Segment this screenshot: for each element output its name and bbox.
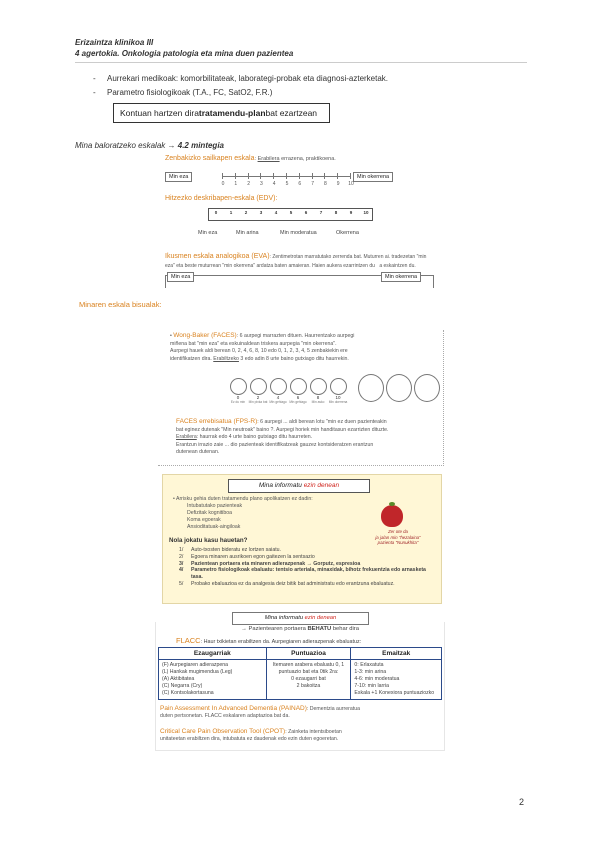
fps-face-icon: [386, 374, 412, 402]
desc-pre: :: [254, 156, 258, 162]
inform-title-pre: Mina informatu: [258, 482, 304, 489]
flacc-header-score: Puntuazioa: [266, 648, 351, 660]
flacc-cell-line: (A) Aktibitatea: [162, 676, 195, 682]
fps-desc-3: : haurrak edo 4 urte baino gutxiago ditu haurreten.: [196, 434, 313, 440]
chapter-title: 4 agertokia. Onkologia patologia eta mina duen pazientea: [75, 49, 294, 58]
verbal-tick-label: 2: [244, 210, 248, 215]
inform-step: [179, 547, 429, 554]
face-icon: [330, 378, 347, 395]
numeric-tick: [273, 173, 274, 179]
verbal-scale-bar: [208, 208, 373, 221]
inform-step-number: 5/: [179, 580, 184, 587]
verbal-tick-label: 8: [334, 210, 338, 215]
verbal-tick-label: 4: [274, 210, 278, 215]
inform-step-text: Probako ebaluazioa ez da analgesia deiz bitik bat administratu edo erantzuna ebaluatuz.: [191, 580, 395, 587]
pain-scales-heading: [75, 141, 224, 150]
inform-step-text: Egoera minaren ausrikoen egon gaitezen la sentsazio: [191, 553, 315, 560]
numeric-tick-label: 7: [311, 181, 314, 187]
flacc-cell-line: (C) Kontsolakortasuna: [162, 690, 214, 696]
painad-text: [160, 705, 442, 720]
arrow-icon: →: [167, 141, 176, 150]
flacc-header-results: Emaitzak: [351, 648, 442, 660]
wong-baker-title: Wong-Baker (FACES): [173, 332, 237, 339]
flacc-cell-line: 2 bakoitza: [296, 683, 321, 689]
face-icon: [230, 378, 247, 395]
numeric-tick: [299, 173, 300, 179]
flacc-cell-line: 0: Erlaxatuta: [354, 662, 384, 668]
numeric-tick: [350, 173, 351, 179]
numeric-scale-ticks: [221, 173, 354, 193]
numeric-tick-label: 8: [324, 181, 327, 187]
numeric-scale-title-row: [165, 155, 336, 162]
verbal-scale-label: Min arina: [236, 230, 259, 236]
cpot-desc-2: unitateetan erabiltzen dira, intubatuta ez daudenak edo ezin duten egoeretan.: [160, 736, 339, 742]
wong-baker-faces: [230, 378, 350, 413]
fps-desc-5: dutenean dutenan.: [176, 449, 220, 455]
numeric-tick: [337, 173, 338, 179]
bullet-item-1: - Aurrekari medikoak: komorbilitateak, laborategi-probak eta diagnosi-azterketak.: [93, 74, 389, 83]
cpot-desc-1: : Zainketa intentsiboetan: [285, 729, 342, 735]
fps-face-icon: [358, 374, 384, 402]
face-number: 10: [335, 395, 341, 400]
inform-panel: [162, 474, 442, 604]
bullet-text: Parametro fisiologikoak (T.A., FC, SatO2, F.R.): [107, 88, 273, 97]
face-caption: Min okerrena: [328, 400, 348, 404]
numeric-tick: [222, 173, 223, 179]
inform-step: [179, 581, 429, 588]
flacc-results-cell: [351, 660, 442, 700]
flacc-panel: [155, 622, 445, 751]
fps-desc-link: Erabilera: [176, 434, 197, 440]
verbal-scale-label: Min moderatua: [280, 230, 317, 236]
fps-desc-2: bat eginez dutenak "Min neutroak" baino ?. Aurpegi horiek min handitasun ezarrizten dituzte.: [176, 426, 389, 433]
flacc-cell-line: 0 ezaugarri bat: [291, 676, 326, 682]
cpot-text: [160, 728, 442, 743]
face-caption: Min asko: [311, 400, 325, 404]
inform-step: [179, 567, 429, 581]
wb-desc-link: Erabiltzeko: [213, 355, 239, 362]
box-text-bold: tratamendu-plan: [198, 108, 266, 118]
numeric-left-label: Min eza: [165, 172, 192, 182]
verbal-tick-label: 5: [289, 210, 293, 215]
wong-baker-text: • Wong-Baker (FACES): 6 aurpegi marrazten dituen. Haurrentzako aurpegi miñena bat "min eza" eta eskuinaldean triskera aurpegia "min okerrena". Aurpegi hauek aldi berean 0, 2, 4, 6, 8, 10 edo 0, 1, 2, 3, 4, 5 zenbakiekin ere identifikatzen dira. Erabiltzeko 3 edo adin 8 urte baino gutxiago ditu haurrekin.: [170, 332, 355, 362]
wb-desc-1: : 6 aurpegi marrazten dituen. Haurrentzako aurpegi: [236, 333, 355, 339]
painad-desc-2: duten pertsonetan. FLACC eskalaren adaptazioa bat da.: [160, 713, 290, 719]
analog-desc: : Zentimetrotan marratutako zerrenda bat. Muturren ai. tradezetan "min eza" eta beste muturrean "min okerrena" ardatza baten amaieran. Haien aukera ezarrintzen du: [165, 254, 427, 269]
flacc-name: FLACC: [176, 636, 201, 645]
apple-caption-3: pazienta "Nunukhita": [377, 540, 419, 545]
inform-list-item: Koma egoerak: [187, 517, 221, 523]
flacc-cell-line: puntuazio bat eta 0tik 2ra:: [278, 669, 339, 675]
numeric-tick: [324, 173, 325, 179]
inform-step: [179, 554, 429, 561]
face-number: 4: [276, 395, 280, 400]
painad-title: Pain Assessment In Advanced Dementia (PAINAD): [160, 705, 307, 712]
fps-r-faces: [358, 374, 443, 406]
box-text-before: Kontuan hartzen dira: [120, 108, 199, 118]
verbal-tick-label: 7: [319, 210, 323, 215]
face-caption: Min gehiago: [289, 400, 307, 404]
numeric-right-label: Min okerrena: [353, 172, 393, 182]
apple-icon: [381, 505, 403, 527]
inform-step-text: Pazientean portaera eta minaren adierazpenak → Gorputz, espresioa: [191, 560, 361, 567]
numeric-tick: [235, 173, 236, 179]
page-number: 2: [519, 797, 525, 807]
verbal-scale-label: Min eza: [198, 230, 218, 236]
apple-caption-1: Zer ote da: [387, 529, 408, 534]
fps-desc-1: : 6 aurpegi ... aldi berean lotu "min ez duen pazienteakin: [257, 419, 387, 425]
apple-leaf-icon: [389, 502, 395, 506]
face-number: 2: [256, 395, 260, 400]
treatment-plan-box: [113, 103, 330, 123]
section-label: Mina baloratzeko eskalak: [75, 141, 166, 150]
course-title: Erizaintza klinikoa III: [75, 38, 154, 47]
wb-desc-2: miñena bat "min eza" eta eskuinaldean triskera aurpegia "min okerrena".: [170, 340, 337, 347]
flacc-cell-line: (F) Aurpegiaren adierazpena: [162, 662, 229, 668]
numeric-scale-title: Zenbakizko sailkapen eskala: [165, 155, 255, 162]
inform-step-number: 1/: [179, 547, 184, 553]
inform-list-item: Ansioditatuak-aingiloak: [187, 524, 241, 530]
verbal-tick-label: 0: [214, 210, 218, 215]
numeric-tick-label: 6: [298, 181, 302, 187]
flacc-cell-line: Eskala +1 Konexiora puntuaziozko: [354, 690, 435, 696]
desc-post: errazena, praktikoena.: [279, 156, 336, 162]
inform-step-number: 2/: [179, 553, 184, 560]
flacc-cell-line: 1-3: min arina: [354, 669, 387, 675]
inform-steps: [179, 547, 429, 588]
numeric-tick-label: 2: [247, 181, 250, 187]
header-divider: [75, 62, 527, 63]
cpot-title: Critical Care Pain Observation Tool (CPOT): [160, 728, 286, 735]
verbal-tick-label: 10: [363, 210, 369, 215]
flacc-table: [158, 647, 442, 700]
bullet-text: Aurrekari medikoak: komorbilitateak, laborategi-probak eta diagnosi-azterketak.: [107, 74, 389, 83]
numeric-tick: [312, 173, 313, 179]
analog-scale-title: Ikusmen eskala analogikoa (EVA): [165, 253, 270, 260]
wb-desc-4: identifikatzen dira.: [170, 355, 214, 362]
flacc-score-cell: [266, 660, 351, 700]
numeric-tick: [260, 173, 261, 179]
numeric-tick-label: 10: [348, 181, 354, 187]
verbal-tick-label: 1: [229, 210, 233, 215]
visual-scales-heading: Minaren eskala bisualak:: [79, 300, 162, 309]
flacc-header-features: Ezaugarriak: [159, 648, 267, 660]
face-caption: Ez du min: [230, 400, 246, 404]
flacc-cell-line: Itemaren arabera ebaluatu 0, 1: [272, 662, 345, 668]
analog-right-label: Min okerrena: [381, 272, 421, 282]
face-number: 6: [296, 395, 300, 400]
flacc-cell-line: (L) Hankak mugimendua (Leg): [162, 669, 233, 675]
face-number: 8: [316, 395, 320, 400]
behatu-post: behar dira: [331, 626, 359, 632]
behatu-line: [156, 626, 444, 632]
face-number: 0: [236, 395, 240, 400]
numeric-tick-label: 5: [285, 181, 289, 187]
inform-question: Nola jokatu kasu hauetan?: [169, 537, 248, 544]
numeric-tick-label: 1: [234, 181, 238, 187]
inform-step: [179, 561, 429, 568]
inform-step-text: Parametro fisiologikoak ebaluatu: tentsio arteriala, minaxidak, bihotz frekuentzia edo arnasketa tasa.: [191, 567, 426, 581]
desc-link: Erabilera: [257, 156, 280, 162]
painad-desc-1: : Dementzia aurreratua: [306, 706, 360, 712]
section-ref: 4.2 mintegia: [177, 141, 224, 150]
numeric-tick: [286, 173, 287, 179]
flacc-title-pre: Mina informatu: [264, 615, 305, 621]
fps-face-icon: [414, 374, 440, 402]
inform-list-item: Defizitak kognitiboa: [187, 510, 232, 516]
inform-step-text: Auto-txosten bideratu ez lortzen saiatu.: [191, 547, 281, 553]
verbal-scale-labels: [198, 230, 388, 240]
flacc-features-cell: [159, 660, 267, 700]
flacc-cell-line: 7-10: min larria: [354, 683, 390, 689]
inform-step-number: 4/: [179, 567, 184, 574]
flacc-desc-line: [176, 636, 361, 645]
face-icon: [250, 378, 267, 395]
wb-desc-post: 3 edo adin 8 urte baino gutxiago ditu haurrekin.: [238, 355, 349, 362]
inform-list-item: Intubatutako pazienteak: [187, 503, 243, 509]
numeric-tick-label: 0: [221, 181, 225, 187]
analog-left-label: Min eza: [167, 272, 194, 282]
face-caption: Min pixka bat: [248, 400, 268, 404]
inform-intro: Arrisku gehia duten tratamendu plano apolikatzen ez dadin:: [175, 496, 313, 502]
bullet-item-2: - Parametro fisiologikoak (T.A., FC, SatO2, F.R.): [93, 88, 273, 97]
inform-title-box: [228, 479, 370, 493]
apple-caption: [363, 529, 433, 546]
analog-desc-2: a eskaintzen du.: [379, 263, 416, 269]
behatu-bold: BEHATU: [307, 626, 332, 632]
flacc-title-red: ezin denean: [304, 615, 337, 621]
fps-r-title: FACES errebisatua (FPS-R): [176, 418, 258, 425]
face-icon: [290, 378, 307, 395]
inform-intro-list: • Arrisku gehia duten tratamendu plano apolikatzen ez dadin: Intubatutako pazienteak Defizitak kognitiboa Koma egoerak Ansioditatuak-aingiloak: [173, 496, 363, 531]
face-icon: [270, 378, 287, 395]
box-text-after: bat ezartzean: [265, 108, 318, 118]
numeric-tick-label: 9: [336, 181, 340, 187]
inform-title-red: ezin denean: [303, 482, 340, 489]
analog-scale-block: [165, 251, 435, 269]
wb-desc-3: Aurpegi hauek aldi berean 0, 2, 4, 6, 8, 10 edo 0, 1, 2, 3, 4, 5 zenbakiekin ere: [170, 348, 348, 354]
flacc-desc: : Haur txikietan erabiltzen da. Aurpegiaren adierazpenak ebaluatuz:: [200, 639, 362, 645]
behatu-pre: → Pazientearen portaera: [241, 626, 308, 632]
fps-desc-4: Erantzun irrazio zaie ... dio pazienteak identifikatzeak gauzez kontsideratzen erantzun: [176, 441, 374, 448]
face-caption: Min gehiago: [269, 400, 287, 404]
verbal-tick-label: 9: [349, 210, 353, 215]
apple-caption-2: ja jalan min "hezalaina": [375, 534, 421, 540]
fps-r-text: [176, 418, 441, 457]
faces-panel: [158, 330, 444, 466]
face-icon: [310, 378, 327, 395]
flacc-cell-line: 4-6: min moderatua: [354, 676, 400, 682]
numeric-tick-label: 3: [260, 181, 263, 187]
verbal-scale-title: Hitzezko deskribapen-eskala (EDV):: [165, 195, 278, 202]
numeric-tick: [248, 173, 249, 179]
verbal-tick-label: 6: [304, 210, 308, 215]
flacc-cell-line: (C) Negarra (Cry): [162, 683, 203, 689]
inform-step-number: 3/: [179, 560, 184, 567]
numeric-tick-label: 4: [272, 181, 276, 187]
verbal-tick-label: 3: [259, 210, 263, 215]
verbal-scale-label: Okerrena: [336, 230, 359, 236]
